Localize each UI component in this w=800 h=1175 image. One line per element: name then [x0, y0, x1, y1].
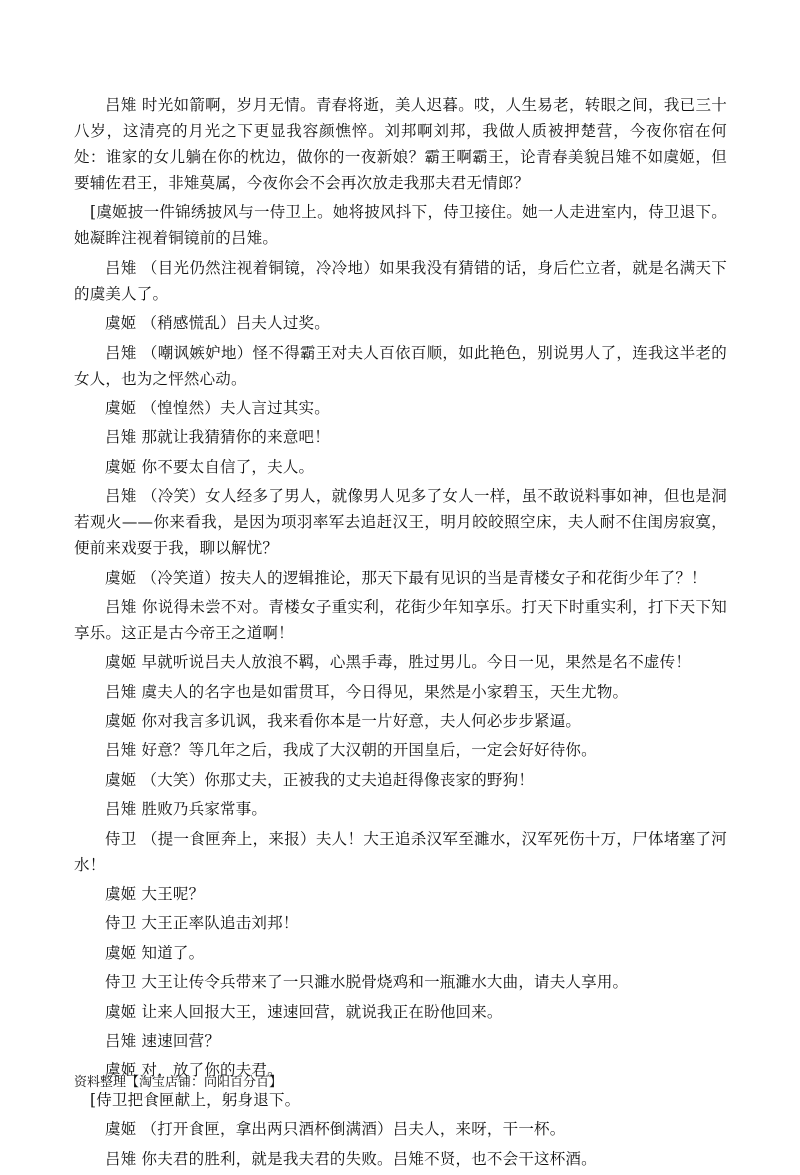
dialogue-paragraph: 虞姬 知道了。 [105, 943, 205, 962]
dialogue-paragraph: 侍卫 大王正率队追击刘邦！ [105, 914, 299, 933]
dialogue-paragraph: 吕雉 （冷笑）女人经多了男人，就像男人见多了女人一样，虽不敢说料事如神，但也是洞若观火——你来看我，是因为项羽率军去追赶汉王，明月皎皎照空床，夫人耐不住闺房寂寞，便前来戏耍于我，聊以解忧？ [74, 487, 727, 558]
dialogue-paragraph: 虞姬 早就听说吕夫人放浪不羁，心黑手毒，胜过男儿。今日一见，果然是名不虚传！ [105, 653, 692, 672]
dialogue-paragraph: 虞姬 （稍感慌乱）吕夫人过奖。 [105, 314, 330, 333]
dialogue-paragraph: 吕雉 时光如箭啊，岁月无情。青春将逝，美人迟暮。哎，人生易老，转眼之间，我已三十八岁，这清亮的月光之下更显我容颜憔悴。刘邦啊刘邦，我做人质被押楚营，今夜你宿在何处：谁家的女儿躺在你的枕边，做你的一夜新娘？霸王啊霸王，论青春美貌吕雉不如虞姬，但要辅佐君王，非雉莫属，今夜你会不会再次放走我那夫君无情郎？ [74, 96, 727, 192]
dialogue-paragraph: 虞姬 你不要太自信了，夫人。 [105, 457, 315, 476]
dialogue-paragraph: 吕雉 胜败乃兵家常事。 [105, 800, 268, 819]
dialogue-paragraph: 虞姬 让来人回报大王，速速回营，就说我正在盼他回来。 [105, 1002, 503, 1021]
dialogue-paragraph: 吕雉 那就让我猜猜你的来意吧！ [105, 428, 330, 447]
dialogue-paragraph: 虞姬 你对我言多讥讽，我来看你本是一片好意，夫人何必步步紧逼。 [105, 712, 582, 731]
dialogue-paragraph: 吕雉 （嘲讽嫉妒地）怪不得霸王对夫人百依百顺，如此艳色，别说男人了，连我这半老的女人，也为之怦然心动。 [74, 343, 727, 388]
footer-note: 资料整理【淘宝店铺：向阳百分百】 [74, 1075, 283, 1090]
dialogue-paragraph: 吕雉 好意？等几年之后，我成了大汉朝的开国皇后，一定会好好待你。 [105, 741, 597, 760]
dialogue-paragraph: 虞姬 （打开食匣，拿出两只酒杯倒满酒）吕夫人，来呀，干一杯。 [105, 1120, 566, 1139]
document-body [74, 92, 727, 1175]
dialogue-paragraph: 虞姬 （惶惶然）夫人言过其实。 [105, 398, 330, 417]
dialogue-paragraph: 吕雉 虞夫人的名字也是如雷贯耳，今日得见，果然是小家碧玉，天生尤物。 [105, 682, 629, 701]
dialogue-paragraph: 吕雉 你夫君的胜利，就是我夫君的失败。吕雉不贤，也不会干这杯酒。 [105, 1149, 597, 1168]
dialogue-paragraph: 虞姬 （大笑）你那丈夫，正被我的丈夫追赶得像丧家的野狗！ [105, 770, 535, 789]
dialogue-paragraph: 吕雉 你说得未尝不对。青楼女子重实利，花街少年知享乐。打天下时重实利，打下天下知享乐。这正是古今帝王之道啊！ [74, 597, 727, 642]
dialogue-paragraph: 虞姬 大王呢？ [105, 885, 205, 904]
dialogue-paragraph: 侍卫 （提一食匣奔上，来报）夫人！大王追杀汉军至濉水，汉军死伤十万，尸体堵塞了河水！ [74, 829, 727, 874]
stage-direction: [虞姬披一件锦绣披风与一侍卫上。她将披风抖下，侍卫接住。她一人走进室内，侍卫退下。她凝眸注视着铜镜前的吕雉。 [74, 203, 727, 248]
dialogue-paragraph: 吕雉 速速回营？ [105, 1031, 221, 1050]
stage-direction: [侍卫把食匣献上，躬身退下。 [90, 1090, 301, 1109]
dialogue-paragraph: 吕雉 （目光仍然注视着铜镜，冷冷地）如果我没有猜错的话，身后伫立者，就是名满天下的虞美人了。 [74, 258, 727, 303]
dialogue-paragraph: 侍卫 大王让传令兵带来了一只濉水脱骨烧鸡和一瓶濉水大曲，请夫人享用。 [105, 973, 629, 992]
dialogue-paragraph: 虞姬 （冷笑道）按夫人的逻辑推论，那天下最有见识的当是青楼女子和花街少年了？！ [105, 568, 707, 587]
dialogue-paragraph: 虞姬 对，放了你的夫君。 [105, 1061, 283, 1080]
